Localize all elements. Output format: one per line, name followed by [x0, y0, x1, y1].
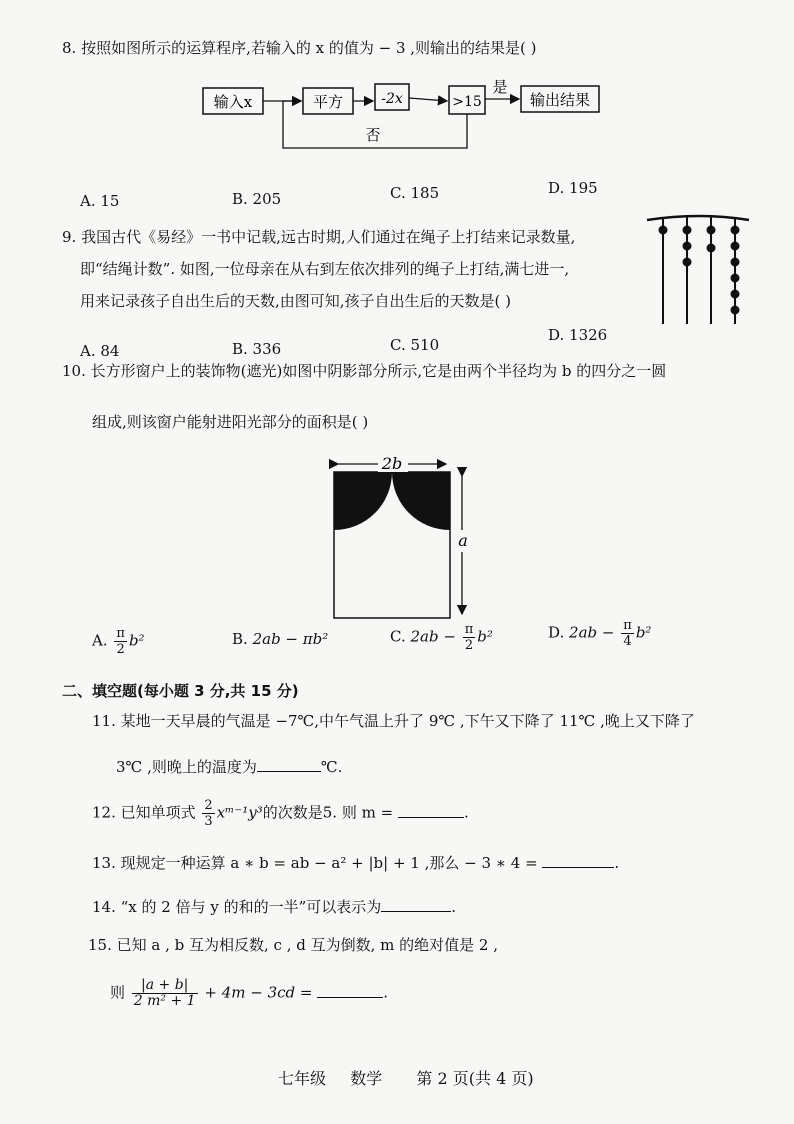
q13-text: 13. 现规定一种运算 a ∗ b = ab − a² + |b| + 1 ,那么 − 3 ∗ 4 = . [92, 854, 620, 872]
label-height: a [458, 531, 468, 550]
q9-line1: 9. 我国古代《易经》一书中记载,远古时期,人们通过在绳子上打结来记录数量, [62, 228, 576, 246]
flow-square-text: 平方 [312, 93, 344, 111]
q15-answer-blank[interactable] [317, 983, 383, 998]
shade-right-quarter [392, 472, 450, 530]
q10-option-d: D. 2ab − $\frac{\pi}{4}$ b² [548, 618, 652, 649]
flow-compare-text: >15 [452, 94, 482, 110]
q9-line2: 即“结绳计数”. 如图,一位母亲在从右到左依次排列的绳子上打结,满七进一, [80, 260, 570, 278]
flow-input-text: 输入x [213, 93, 253, 111]
q9-knot-figure [645, 210, 755, 328]
q8-option-d: D. 195 [548, 179, 598, 197]
flow-output-text: 输出结果 [529, 91, 591, 109]
q14-text: 14. “x 的 2 倍与 y 的和的一半”可以表示为 . [92, 898, 457, 916]
flow-yes-label: 是 [492, 78, 508, 96]
q11-answer-blank[interactable] [257, 757, 321, 772]
q10-window-figure [326, 448, 476, 624]
q8-option-b: B. 205 [232, 190, 282, 208]
q15-line1: 15. 已知 a , b 互为相反数, c , d 互为倒数, m 的绝对值是 2 , [88, 936, 498, 954]
q12-text: 12. 已知单项式 $\frac{2}{3}$ xᵐ⁻¹y³的次数是5. 则 m = . [92, 798, 469, 829]
q9-option-c: C. 510 [390, 336, 440, 354]
knots-rope-2 [683, 226, 692, 267]
q8-option-c: C. 185 [390, 184, 440, 202]
flow-no-label: 否 [365, 126, 381, 144]
q10-line2: 组成,则该窗户能射进阳光部分的面积是( ) [92, 413, 369, 431]
flow-times-text: -2x [381, 91, 403, 107]
label-width: 2b [381, 454, 403, 473]
q12-answer-blank[interactable] [398, 803, 464, 818]
q13-answer-blank[interactable] [542, 853, 614, 868]
q11-line1: 11. 某地一天早晨的气温是 −7℃,中午气温上升了 9℃ ,下午又下降了 11℃ ,晚上又下降了 [92, 712, 695, 730]
shade-left-quarter [334, 472, 392, 530]
q9-option-d: D. 1326 [548, 326, 608, 344]
footer-subject: 数学 [350, 1069, 383, 1088]
q10-option-c: C. 2ab − $\frac{\pi}{2}$ b² [390, 622, 493, 653]
q9-option-a: A. 84 [80, 342, 120, 360]
page-footer [278, 1066, 534, 1089]
q10-line1: 10. 长方形窗户上的装饰物(遮光)如图中阴影部分所示,它是由两个半径均为 b 的四分之一圆 [62, 362, 667, 380]
footer-grade: 七年级 [278, 1069, 327, 1088]
q8-option-a: A. 15 [80, 192, 120, 210]
q10-option-b: B. 2ab − πb² [232, 630, 329, 648]
q8-stem: 8. 按照如图所示的运算程序,若输入的 x 的值为 − 3 ,则输出的结果是( ) [62, 39, 537, 57]
section-2-title: 二、填空题(每小题 3 分,共 15 分) [62, 682, 299, 700]
knots-rope-1 [659, 226, 668, 235]
q8-flowchart [195, 74, 625, 156]
footer-page: 第 2 页(共 4 页) [416, 1069, 534, 1088]
q15-formula: 则 $\frac{|a + b|}{\text{2 m² + 1}}$ + 4m − 3cd = . [110, 977, 389, 1009]
q9-option-b: B. 336 [232, 340, 282, 358]
q14-answer-blank[interactable] [381, 897, 451, 912]
q11-line2: 3℃ ,则晚上的温度为 ℃. [116, 758, 343, 776]
q10-option-a: A. $\frac{\pi}{2}$ b² [92, 626, 145, 657]
q9-line3: 用来记录孩子自出生后的天数,由图可知,孩子自出生后的天数是( ) [80, 292, 512, 310]
